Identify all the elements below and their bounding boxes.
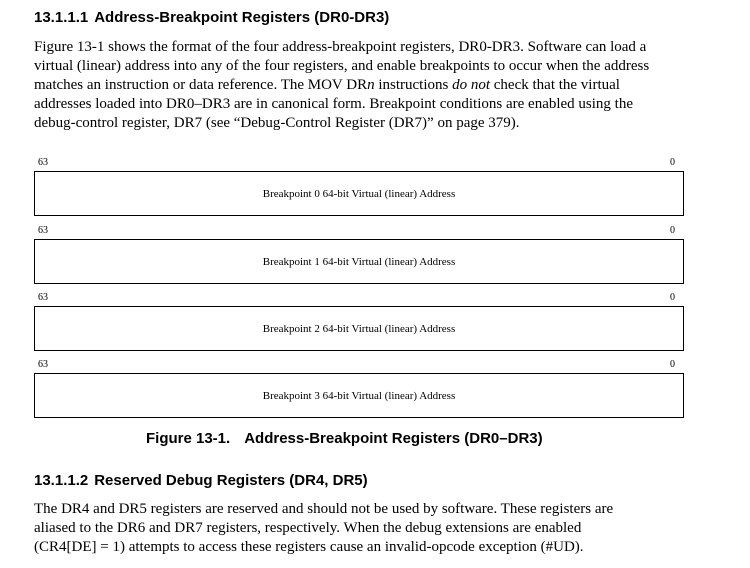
section-heading-13-1-1-2 <box>34 472 368 490</box>
register-label: Breakpoint 2 64-bit Virtual (linear) Address <box>262 322 456 335</box>
section-number: 13.1.1.2 <box>34 472 89 489</box>
figure-number: Figure 13-1. <box>146 430 231 447</box>
text-run: matches an instruction or data reference. The MOV DR <box>34 77 368 93</box>
bit-label-low: 0 <box>670 157 675 168</box>
register-label: Breakpoint 1 64-bit Virtual (linear) Address <box>262 255 456 268</box>
register-label: Breakpoint 0 64-bit Virtual (linear) Address <box>262 187 456 200</box>
paragraph-line: (CR4[DE] = 1) attempts to access these registers cause an invalid-opcode exception (#UD). <box>34 539 584 555</box>
section-title: Address-Breakpoint Registers (DR0-DR3) <box>94 9 390 26</box>
paragraph-line: aliased to the DR6 and DR7 registers, respectively. When the debug extensions are enabled <box>34 520 582 536</box>
paragraph-line: The DR4 and DR5 registers are reserved and should not be used by software. These registers are <box>34 501 614 517</box>
figure-caption <box>146 430 543 448</box>
text-run: instructions <box>374 77 453 93</box>
bit-label-low: 0 <box>670 292 675 303</box>
section-number: 13.1.1.1 <box>34 9 89 26</box>
section-heading-13-1-1-1 <box>34 9 389 27</box>
paragraph-address-breakpoint <box>34 38 694 133</box>
text-run: check that the virtual <box>490 77 620 93</box>
paragraph-reserved-registers <box>34 500 694 557</box>
figure-title: Address-Breakpoint Registers (DR0–DR3) <box>244 430 543 447</box>
bit-label-low: 0 <box>670 225 675 236</box>
section-title: Reserved Debug Registers (DR4, DR5) <box>94 472 368 489</box>
register-box-dr2 <box>34 306 684 351</box>
paragraph-line: Figure 13-1 shows the format of the four address-breakpoint registers, DR0-DR3. Software can load a <box>34 39 647 55</box>
paragraph-line: debug-control register, DR7 (see “Debug-Control Register (DR7)” on page 379). <box>34 115 520 131</box>
italic-variable: n <box>367 77 375 93</box>
register-box-dr0 <box>34 171 684 216</box>
bit-label-high: 63 <box>38 225 48 236</box>
bit-label-low: 0 <box>670 359 675 370</box>
register-box-dr3 <box>34 373 684 418</box>
bit-label-high: 63 <box>38 292 48 303</box>
paragraph-line <box>34 76 694 95</box>
register-label: Breakpoint 3 64-bit Virtual (linear) Address <box>262 389 456 402</box>
italic-emphasis: do not <box>452 77 491 93</box>
register-box-dr1 <box>34 239 684 284</box>
bit-label-high: 63 <box>38 359 48 370</box>
bit-label-high: 63 <box>38 157 48 168</box>
paragraph-line: virtual (linear) address into any of the four registers, and enable breakpoints to occur when the address <box>34 58 650 74</box>
paragraph-line: addresses loaded into DR0–DR3 are in canonical form. Breakpoint conditions are enabled using the <box>34 96 634 112</box>
